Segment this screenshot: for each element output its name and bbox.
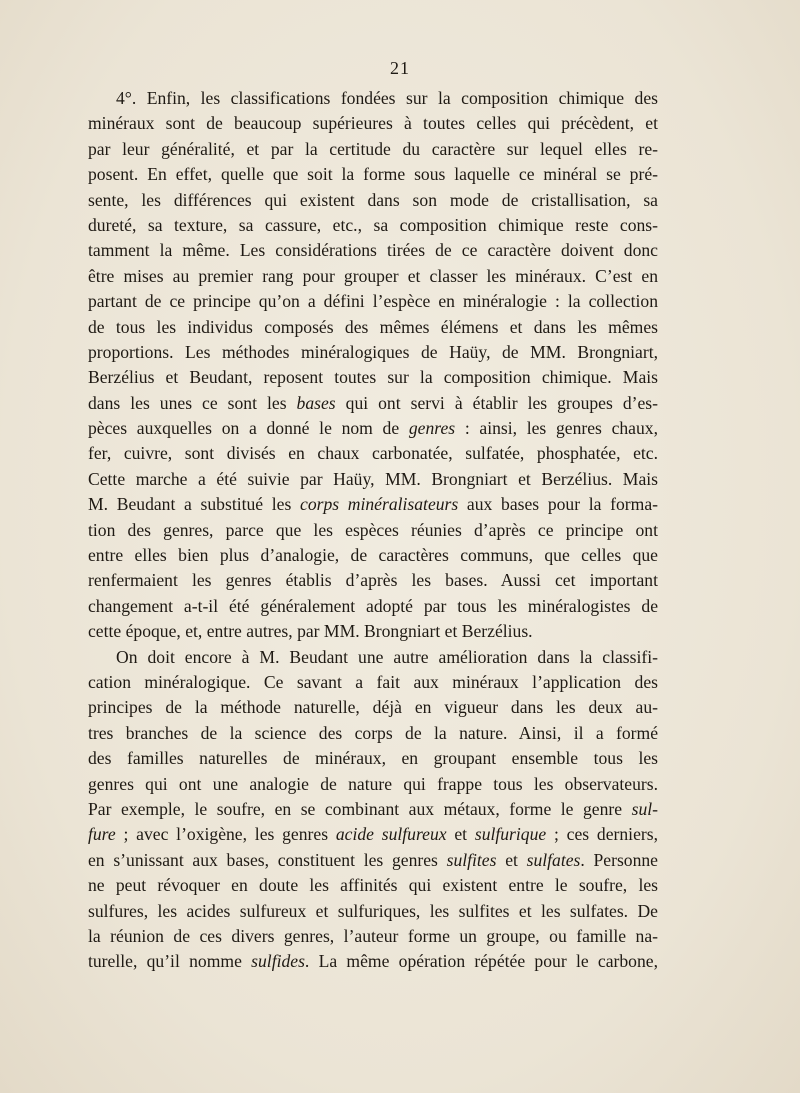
text-line [88,619,658,644]
text-line [88,492,658,517]
text-line [88,949,658,974]
text-run: tres branches de la science des corps de la nature. Ainsi, il a formé [88,722,658,743]
text-line [88,213,658,238]
text-run: fer, cuivre, sont divisés en chaux carbonatée, sulfatée, phosphatée, etc. [88,443,658,464]
text-run: entre elles bien plus d’analogie, de caractères communs, que celles que [88,545,658,566]
text-line [88,238,658,263]
italic-term: sulfates [526,849,581,870]
text-run: sulfures, les acides sulfureux et sulfuriques, les sulfites et les sulfates. De [88,900,658,921]
text-line [88,924,658,949]
text-run: en s’unissant aux bases, constituent les genres [88,849,447,870]
text-run: cation minéralogique. Ce savant a fait aux minéraux l’application des [88,671,658,692]
text-run: par leur généralité, et par la certitude du caractère sur lequel elles re- [88,138,658,159]
text-line [88,264,658,289]
text-run: aux bases pour la forma- [458,494,658,515]
text-run: et [446,824,475,845]
text-line [88,746,658,771]
text-line [88,391,658,416]
text-line [88,518,658,543]
page-number: 21 [390,58,410,78]
text-line [88,848,658,873]
text-run: principes de la méthode naturelle, déjà en vigueur dans les deux au- [88,697,658,718]
text-line [88,467,658,492]
text-run: et [496,849,527,870]
text-run: Cette marche a été suivie par Haüy, MM. Brongniart et Berzélius. Mais [88,468,658,489]
text-line [88,365,658,390]
italic-term: corps minéralisateurs [300,494,459,515]
text-run: de tous les individus composés des mêmes élémens et dans les mêmes [88,316,658,337]
text-line [88,721,658,746]
text-run: dans les unes ce sont les [88,392,297,413]
text-line [88,873,658,898]
text-line [88,543,658,568]
text-run: minéraux sont de beaucoup supérieures à toutes celles qui précèdent, et [88,113,658,134]
text-run: cette époque, et, entre autres, par MM. Brongniart et Berzélius. [88,621,533,642]
text-run: : ainsi, les genres chaux, [455,418,658,439]
text-line [88,645,658,670]
text-line [88,416,658,441]
text-run: On doit encore à M. Beudant une autre amélioration dans la classifi- [116,646,658,667]
text-run: partant de ce principe qu’on a défini l’espèce en minéralogie : la collection [88,291,658,312]
text-run: ; avec l’oxigène, les genres [115,824,336,845]
text-run: changement a-t-il été généralement adopté par tous les minéralogistes de [88,595,658,616]
text-line [88,670,658,695]
text-run: proportions. Les méthodes minéralogiques de Haüy, de MM. Brongniart, [88,341,658,362]
text-run: . La même opération répétée pour le carbone, [304,951,658,972]
text-line [88,162,658,187]
italic-term: sulfides [251,951,305,972]
text-run: tion des genres, parce que les espèces réunies d’après ce principe ont [88,519,658,540]
text-line [88,568,658,593]
text-run: M. Beudant a substitué les [88,494,301,515]
italic-term: fure [88,824,116,845]
text-run: 4°. Enfin, les classifications fondées sur la composition chimique des [116,88,658,108]
text-line [88,188,658,213]
text-run: sente, les différences qui existent dans son mode de cristallisation, sa [88,189,658,210]
text-run: pèces auxquelles on a donné le nom de [88,418,409,439]
text-line [88,695,658,720]
text-run: être mises au premier rang pour grouper et classer les minéraux. C’est en [88,265,658,286]
italic-term: sulfites [446,849,497,870]
italic-term: sul- [631,798,658,819]
text-line [88,594,658,619]
text-run: genres qui ont une analogie de nature qui frappe tous les observateurs. [88,773,658,794]
text-line [88,441,658,466]
text-run: qui ont servi à établir les groupes d’es- [335,392,658,413]
text-line [88,772,658,797]
text-run: ; ces derniers, [546,824,658,845]
text-run: . Personne [580,849,658,870]
text-line [88,822,658,847]
italic-term: sulfurique [474,824,547,845]
text-line [88,289,658,314]
text-line [88,340,658,365]
text-run: turelle, qu’il nomme [88,951,252,972]
text-line [88,315,658,340]
text-line [88,797,658,822]
text-line [88,899,658,924]
text-run: posent. En effet, quelle que soit la forme sous laquelle ce minéral se pré- [88,164,658,185]
italic-term: bases [296,392,336,413]
text-run: ne peut révoquer en doute les affinités qui existent entre le soufre, les [88,875,658,896]
text-run: tamment la même. Les considérations tirées de ce caractère doivent donc [88,240,658,261]
text-run: des familles naturelles de minéraux, en groupant ensemble tous les [88,748,658,769]
text-run: dureté, sa texture, sa cassure, etc., sa composition chimique reste cons- [88,214,658,235]
text-run: Par exemple, le soufre, en se combinant aux métaux, forme le genre [88,798,632,819]
text-run: Berzélius et Beudant, reposent toutes sur la composition chimique. Mais [88,367,658,388]
text-run: la réunion de ces divers genres, l’auteur forme un groupe, ou famille na- [88,925,658,946]
italic-term: acide sulfureux [335,824,447,845]
body-text [88,86,658,975]
italic-term: genres [408,418,456,439]
text-line [88,137,658,162]
text-line [88,86,658,111]
text-run: renfermaient les genres établis d’après les bases. Aussi cet important [88,570,658,591]
text-line [88,111,658,136]
